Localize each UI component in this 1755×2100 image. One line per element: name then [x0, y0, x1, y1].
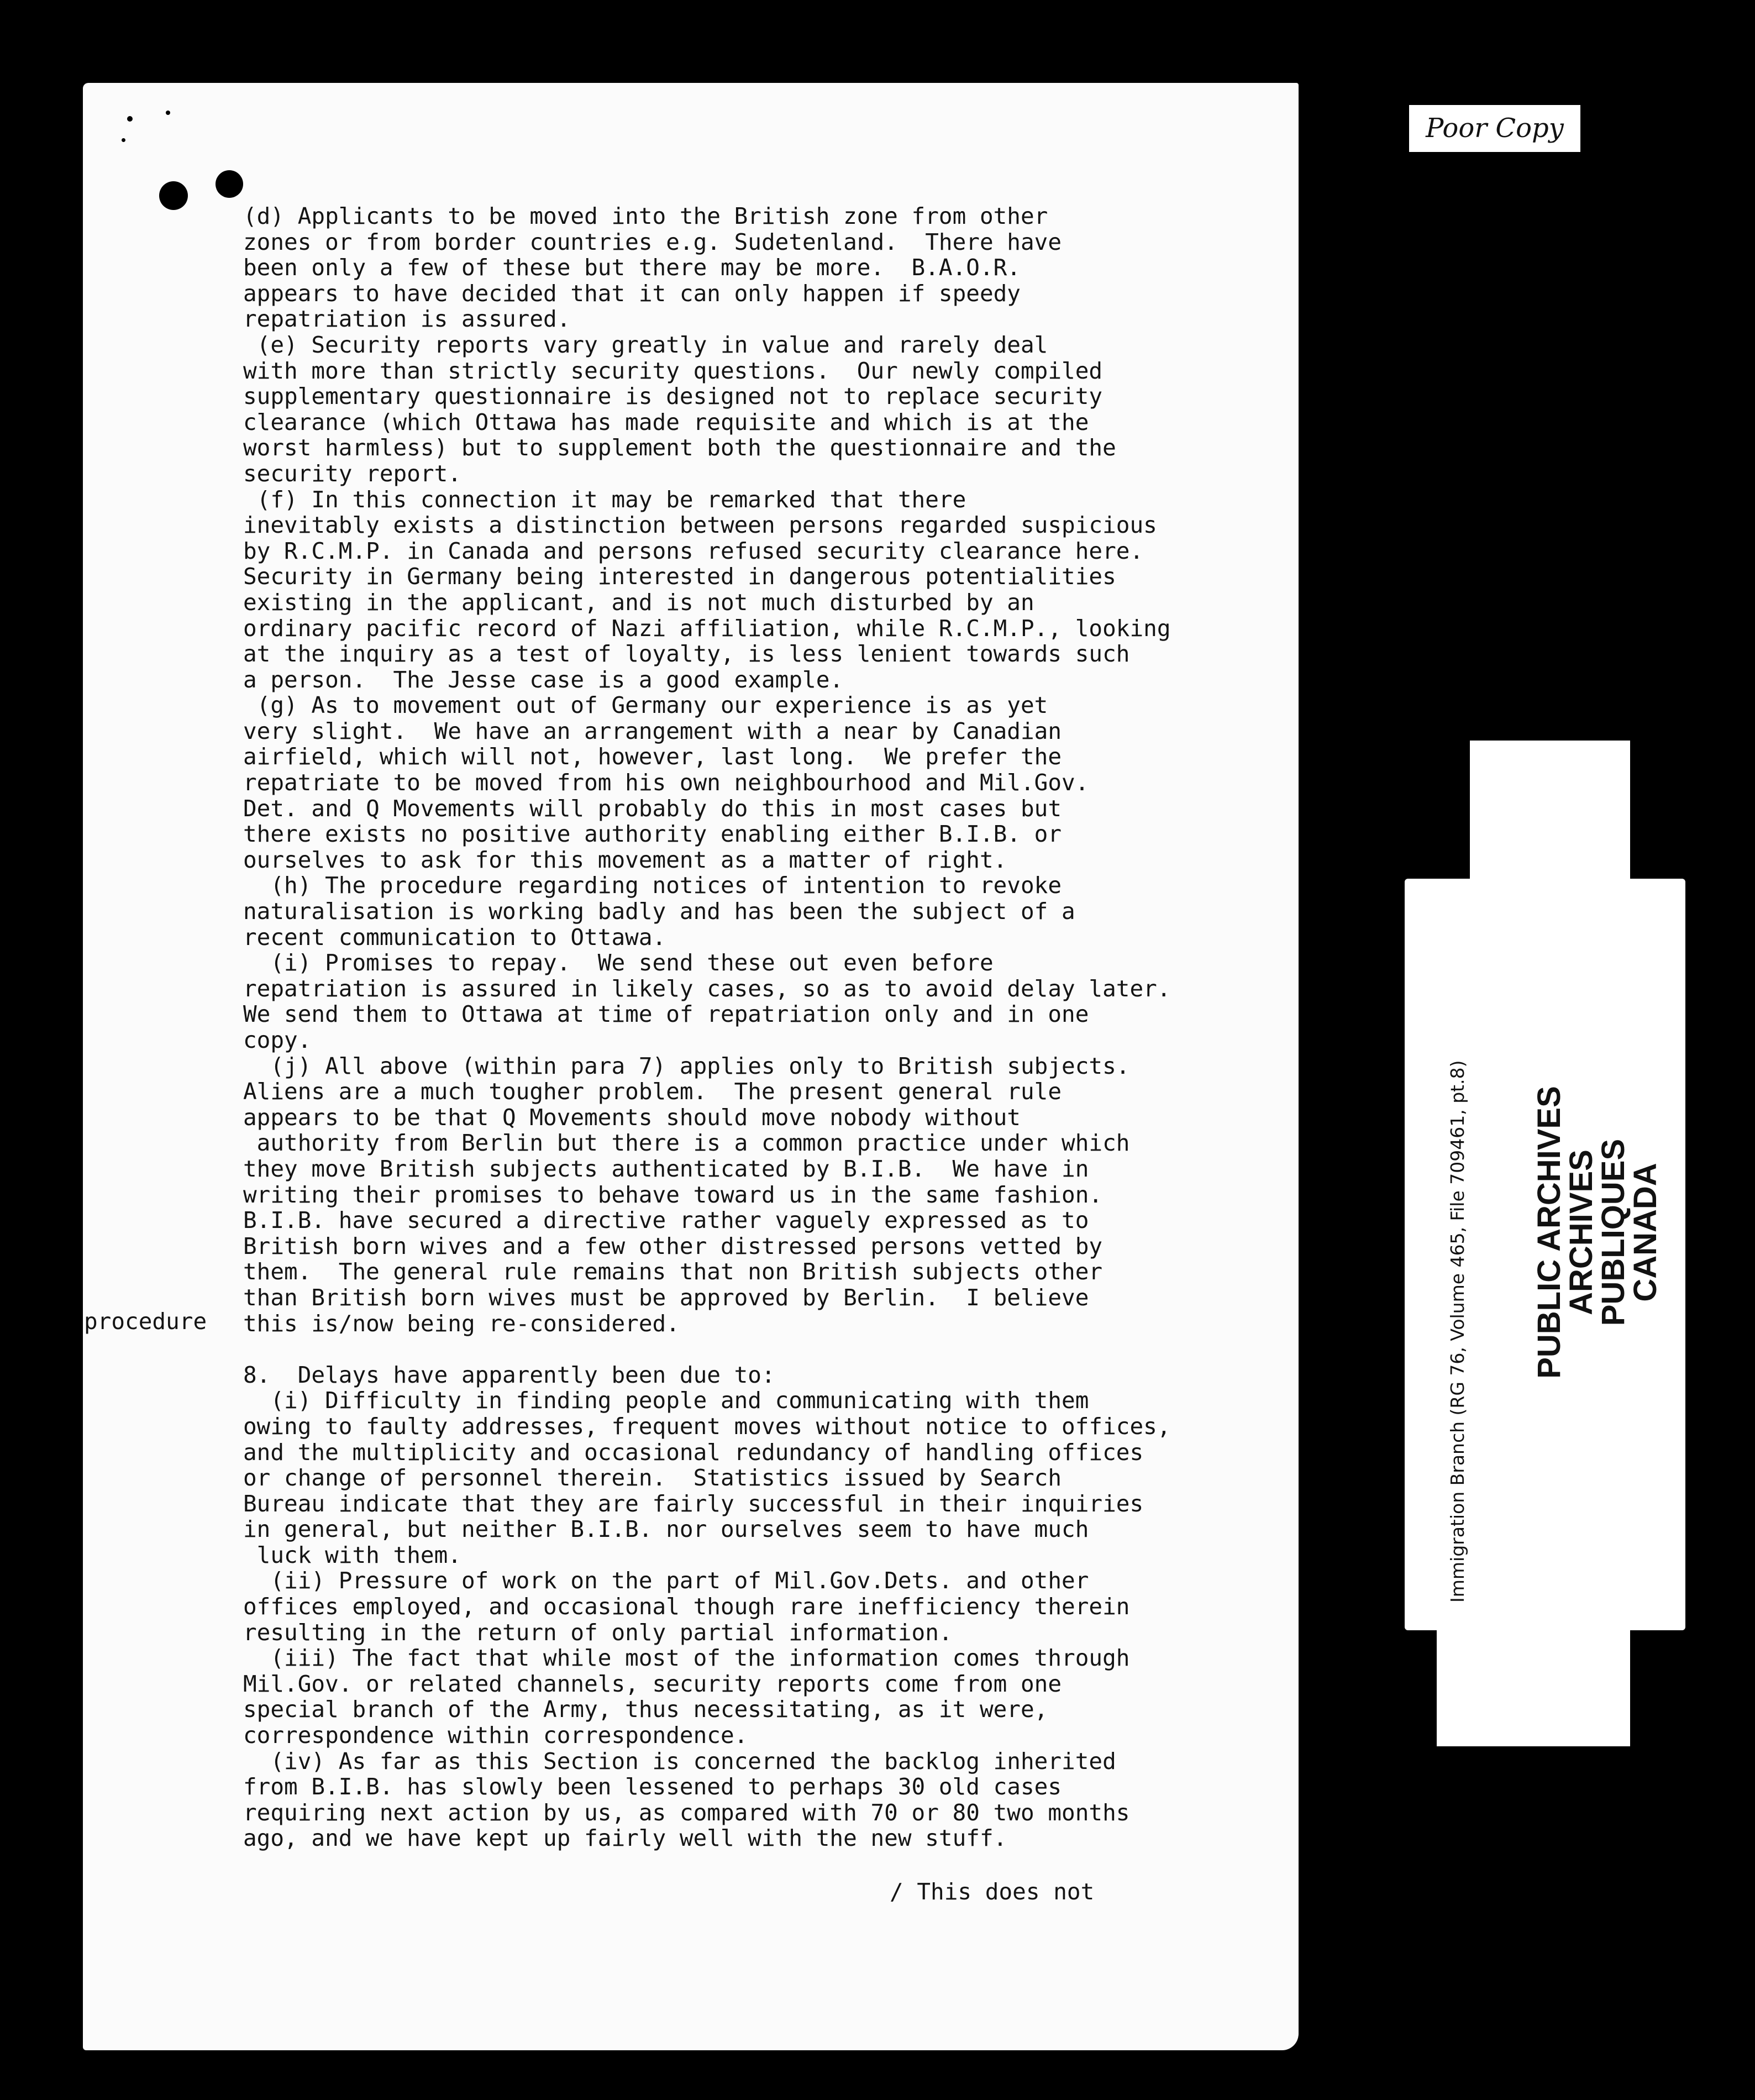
text-line: offices employed, and occasional though rare inefficiency therein [243, 1593, 1130, 1620]
text-line: repatriate to be moved from his own neighbourhood and Mil.Gov. [243, 769, 1089, 796]
text-line: (g) As to movement out of Germany our experience is as yet [243, 692, 1048, 719]
poor-copy-label: Poor Copy [1409, 105, 1580, 152]
text-line: airfield, which will not, however, last long. We prefer the [243, 743, 1062, 770]
archive-tag-bottom [1437, 1625, 1630, 1746]
text-line: worst harmless) but to supplement both the questionnaire and the [243, 434, 1116, 461]
text-line: been only a few of these but there may be more. B.A.O.R. [243, 254, 1021, 281]
text-line: British born wives and a few other distressed persons vetted by [243, 1232, 1103, 1259]
text-line: writing their promises to behave toward us in the same fashion. [243, 1181, 1103, 1208]
text-line: ordinary pacific record of Nazi affiliation, while R.C.M.P., looking [243, 615, 1171, 642]
text-line: correspondence within correspondence. [243, 1722, 748, 1749]
text-line: appears to have decided that it can only happen if speedy [243, 280, 1021, 307]
text-line: at the inquiry as a test of loyalty, is less lenient towards such [243, 641, 1130, 668]
text-line: owing to faulty addresses, frequent moves without notice to offices, [243, 1413, 1171, 1440]
text-line: naturalisation is working badly and has been the subject of a [243, 898, 1075, 925]
text-line: them. The general rule remains that non British subjects other [243, 1258, 1103, 1285]
text-line: this is/now being re-considered. [243, 1310, 680, 1337]
text-line: (ii) Pressure of work on the part of Mil.Gov.Dets. and other [243, 1567, 1089, 1594]
text-line: very slight. We have an arrangement with a near by Canadian [243, 717, 1062, 744]
text-line: in general, but neither B.I.B. nor ourselves seem to have much [243, 1516, 1089, 1543]
text-line: existing in the applicant, and is not much disturbed by an [243, 589, 1034, 616]
document-body [243, 203, 1293, 1851]
text-line: than British born wives must be approved by Berlin. I believe [243, 1284, 1089, 1311]
text-line: ago, and we have kept up fairly well with the new stuff. [243, 1825, 1007, 1852]
text-line: repatriation is assured. [243, 306, 571, 333]
text-line: from B.I.B. has slowly been lessened to perhaps 30 old cases [243, 1773, 1062, 1800]
text-line: (i) Difficulty in finding people and communicating with them [243, 1387, 1089, 1414]
text-line: security report. [243, 460, 461, 487]
text-line: supplementary questionnaire is designed not to replace security [243, 383, 1103, 410]
text-line: by R.C.M.P. in Canada and persons refused security clearance here. [243, 537, 1144, 564]
text-line: authority from Berlin but there is a common practice under which [243, 1130, 1130, 1157]
text-line: luck with them. [243, 1541, 461, 1568]
ink-speck [122, 138, 125, 142]
text-line: special branch of the Army, thus necessitating, as it were, [243, 1696, 1048, 1723]
text-line: (iii) The fact that while most of the information comes through [243, 1645, 1130, 1672]
text-line: (j) All above (within para 7) applies only to British subjects. [243, 1052, 1130, 1079]
text-line: (h) The procedure regarding notices of intention to revoke [243, 872, 1062, 899]
text-line [243, 1336, 1293, 1362]
text-line: copy. [243, 1027, 312, 1053]
text-line: inevitably exists a distinction between persons regarded suspicious [243, 512, 1157, 539]
text-line: there exists no positive authority enabling either B.I.B. or [243, 821, 1062, 848]
text-line: Det. and Q Movements will probably do this in most cases but [243, 795, 1062, 822]
stamp-line: ARCHIVES PUBLIQUES [1563, 1138, 1631, 1326]
continuation-text: / This does not [890, 1878, 1095, 1905]
text-line: (f) In this connection it may be remarked that there [243, 486, 966, 513]
text-line: and the multiplicity and occasional redundancy of handling offices [243, 1439, 1144, 1466]
margin-note: procedure [84, 1308, 207, 1335]
text-line: We send them to Ottawa at time of repatriation only and in one [243, 1001, 1089, 1028]
text-line: B.I.B. have secured a directive rather vaguely expressed as to [243, 1207, 1089, 1234]
text-line: appears to be that Q Movements should move nobody without [243, 1104, 1021, 1131]
ink-blot [159, 181, 188, 210]
text-line: (e) Security reports vary greatly in value and rarely deal [243, 331, 1048, 358]
text-line: recent communication to Ottawa. [243, 923, 666, 951]
text-line: Security in Germany being interested in dangerous potentialities [243, 563, 1116, 590]
text-line: Aliens are a much tougher problem. The present general rule [243, 1078, 1062, 1105]
text-line: Mil.Gov. or related channels, security reports come from one [243, 1670, 1062, 1697]
ink-speck [166, 111, 170, 115]
text-line: they move British subjects authenticated by B.I.B. We have in [243, 1155, 1089, 1182]
text-line: Bureau indicate that they are fairly successful in their inquiries [243, 1490, 1144, 1517]
ink-speck [127, 116, 133, 122]
stamp-line: PUBLIC ARCHIVES [1531, 1086, 1567, 1379]
text-line: clearance (which Ottawa has made requisite and which is at the [243, 408, 1089, 435]
text-line: zones or from border countries e.g. Sudetenland. There have [243, 228, 1062, 255]
text-line: (d) Applicants to be moved into the British zone from other [243, 203, 1048, 229]
text-line: a person. The Jesse case is a good example. [243, 666, 844, 693]
text-line: (iv) As far as this Section is concerned the backlog inherited [243, 1747, 1116, 1775]
stamp-line: CANADA [1627, 1163, 1663, 1302]
text-line: with more than strictly security questions. Our newly compiled [243, 357, 1103, 384]
text-line: ourselves to ask for this movement as a matter of right. [243, 846, 1007, 873]
text-line: or change of personnel therein. Statistics issued by Search [243, 1464, 1062, 1492]
text-line: (i) Promises to repay. We send these out even before [243, 949, 994, 977]
text-line: resulting in the return of only partial information. [243, 1619, 953, 1646]
archive-reference: Immigration Branch (RG 76, Volume 465, File 709461, pt.8) [1447, 1060, 1468, 1603]
archive-stamp [1533, 1078, 1662, 1387]
text-line: 8. Delays have apparently been due to: [243, 1361, 775, 1388]
ink-blot [216, 170, 243, 198]
text-line: repatriation is assured in likely cases, so as to avoid delay later. [243, 975, 1171, 1002]
text-line: requiring next action by us, as compared with 70 or 80 two months [243, 1799, 1130, 1826]
